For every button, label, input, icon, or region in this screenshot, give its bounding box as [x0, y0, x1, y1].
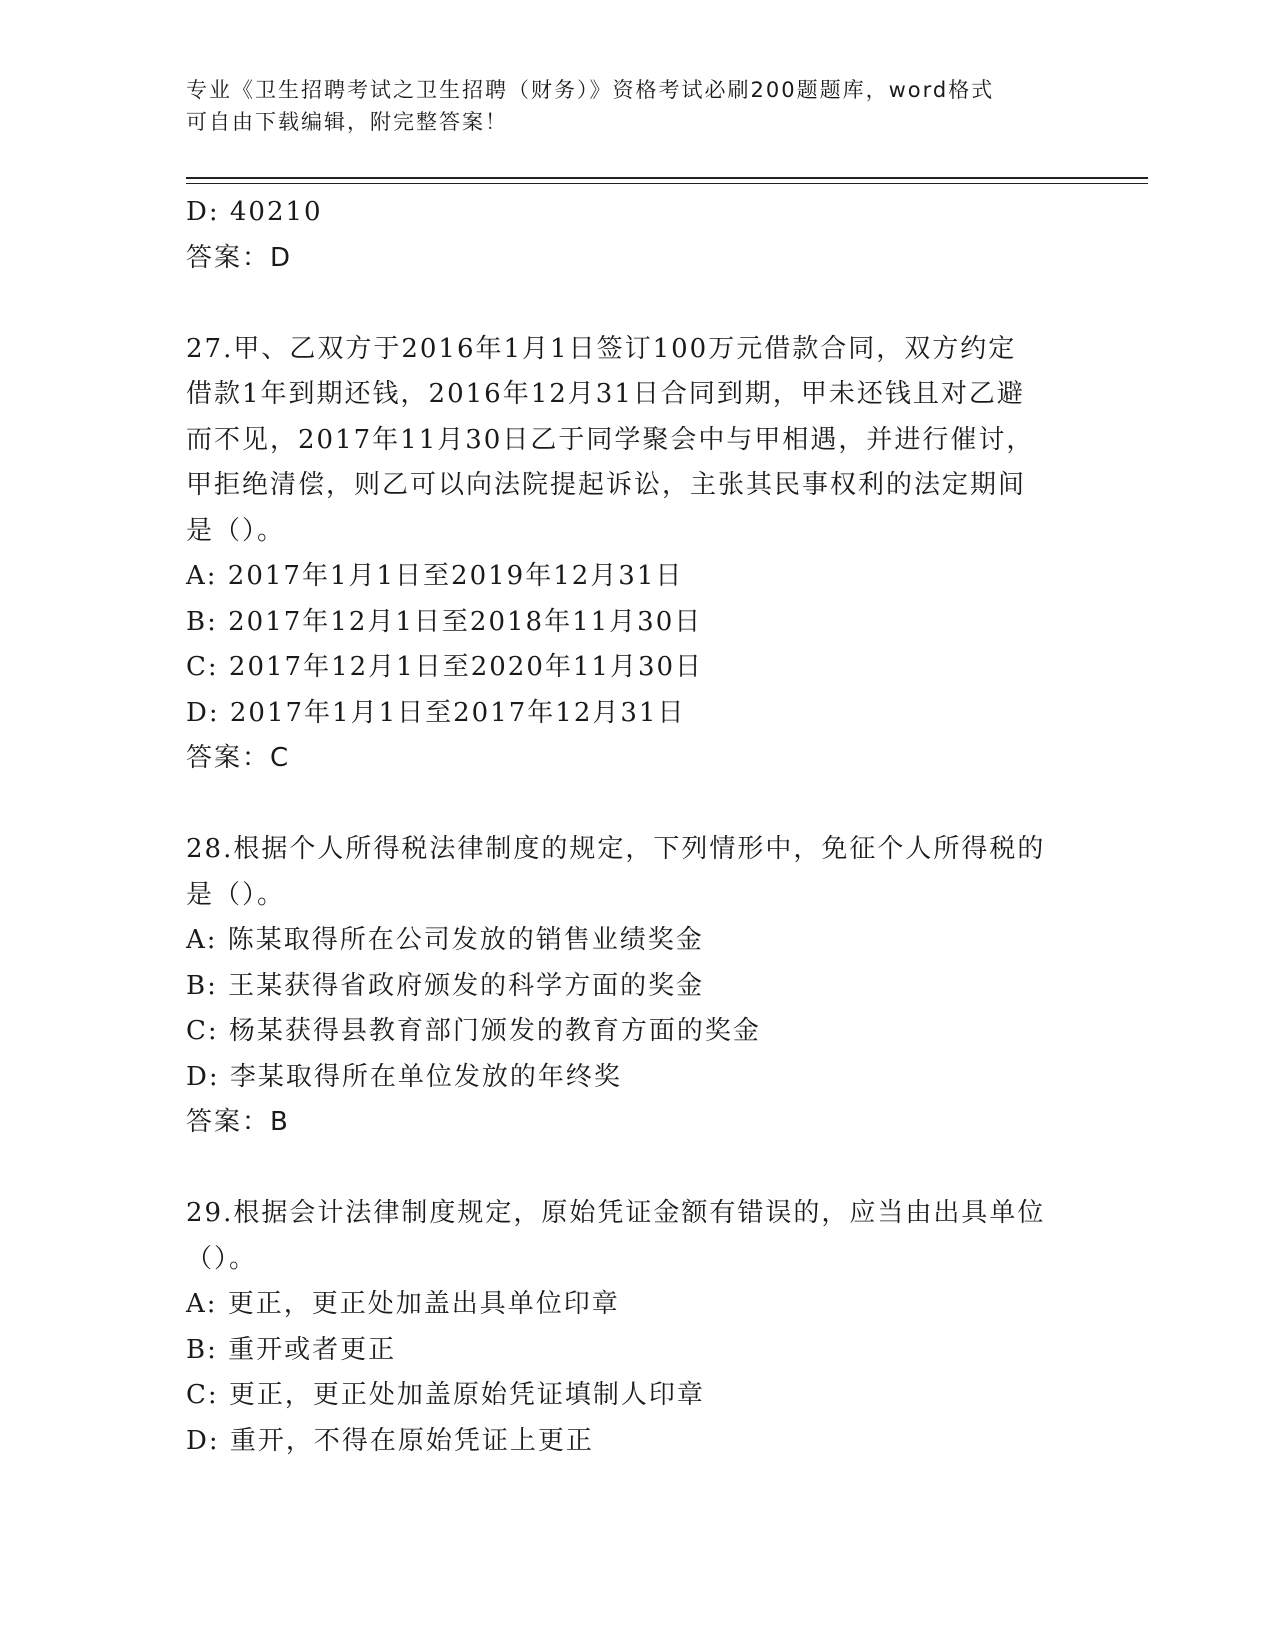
spacer	[186, 782, 1086, 828]
question-list	[186, 190, 1086, 1464]
answer: 答案：B	[186, 1107, 290, 1137]
question-text: （）。	[186, 1243, 258, 1274]
question-text: 28.根据个人所得税法律制度的规定，下列情形中，免征个人所得税的	[186, 834, 1046, 864]
answer: 答案：C	[186, 743, 291, 773]
question-27	[186, 327, 1086, 782]
header-line-1: 专业《卫生招聘考试之卫生招聘（财务）》资格考试必刷200题题库，word格式	[186, 78, 995, 102]
header-line-2: 可自由下载编辑，附完整答案！	[186, 110, 508, 134]
document-header	[186, 74, 1066, 138]
header-divider-thin	[186, 183, 1148, 184]
option-d: D: 40210	[186, 197, 323, 227]
question-text: 27.甲、乙双方于2016年1月1日签订100万元借款合同，双方约定	[186, 333, 1017, 364]
question-29	[186, 1191, 1086, 1464]
option-c: C: 2017年12月1日至2020年11月30日	[186, 652, 704, 682]
option-b: B: 重开或者更正	[186, 1334, 397, 1365]
spacer	[186, 1146, 1086, 1192]
option-a: A: 陈某取得所在公司发放的销售业绩奖金	[186, 925, 704, 955]
question-text: 而不见，2017年11月30日乙于同学聚会中与甲相遇，并进行催讨，	[186, 424, 1035, 455]
question-text: 29.根据会计法律制度规定，原始凭证金额有错误的，应当由出具单位	[186, 1198, 1046, 1228]
option-a: A: 2017年1月1日至2019年12月31日	[186, 561, 684, 591]
option-c: C: 杨某获得县教育部门颁发的教育方面的奖金	[186, 1016, 761, 1046]
option-c: C: 更正，更正处加盖原始凭证填制人印章	[186, 1380, 705, 1410]
option-d: D: 李某取得所在单位发放的年终奖	[186, 1061, 622, 1092]
question-text: 借款1年到期还钱，2016年12月31日合同到期，甲未还钱且对乙避	[186, 379, 1025, 409]
question-text: 甲拒绝清偿，则乙可以向法院提起诉讼，主张其民事权利的法定期间	[186, 470, 1027, 500]
option-d: D: 2017年1月1日至2017年12月31日	[186, 697, 686, 728]
question-28	[186, 827, 1086, 1146]
answer: 答案：D	[186, 242, 293, 273]
option-b: B: 王某获得省政府颁发的科学方面的奖金	[186, 970, 705, 1001]
option-b: B: 2017年12月1日至2018年11月30日	[186, 606, 703, 637]
option-a: A: 更正，更正处加盖出具单位印章	[186, 1289, 620, 1319]
header-divider	[186, 177, 1148, 179]
question-text: 是（）。	[186, 515, 286, 546]
option-d: D: 重开，不得在原始凭证上更正	[186, 1425, 594, 1456]
spacer	[186, 281, 1086, 327]
question-text: 是（）。	[186, 879, 286, 910]
